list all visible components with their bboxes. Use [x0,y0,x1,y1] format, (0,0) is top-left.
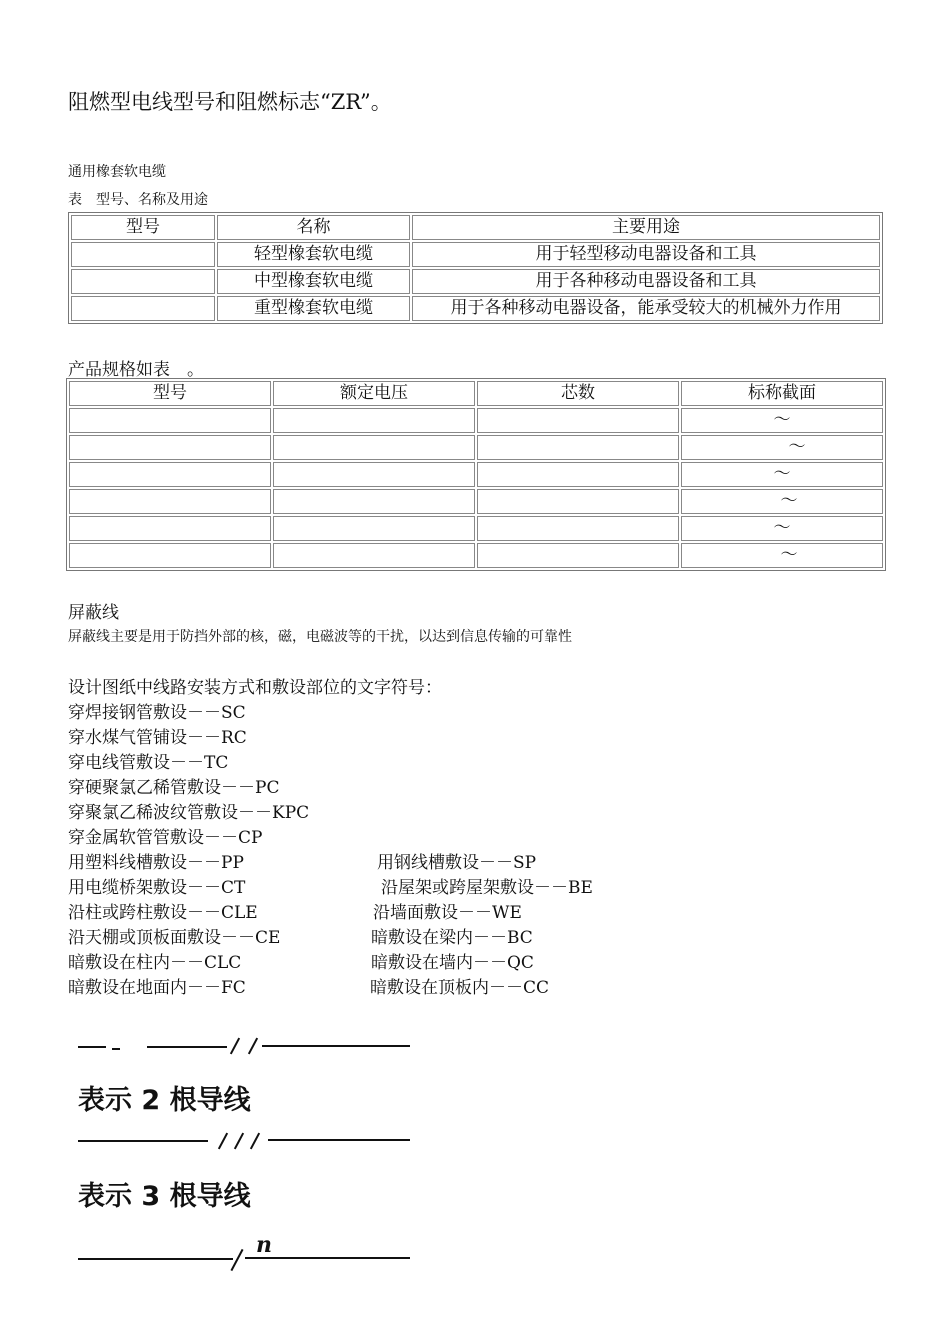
table-header-row [71,215,880,240]
symbol-line-right: 沿墙面敷设－－WE [373,903,522,923]
symbols-intro: 设计图纸中线路安装方式和敷设部位的文字符号： [68,678,442,698]
table-row [69,462,883,487]
section-heading-rubber-cable: 通用橡套软电缆 [68,164,166,180]
models-table [68,212,883,324]
table-cell: 用于轻型移动电器设备和工具 [412,242,880,267]
table-cell [273,435,475,460]
table-cell [681,435,883,460]
symbol-line-right: 暗敷设在梁内－－BC [371,928,533,948]
symbol-line-left: 暗敷设在柱内－－CLC [68,953,242,973]
header-cell: 名称 [217,215,410,240]
table-cell [681,543,883,568]
table-cell [69,543,271,568]
symbol-line-left: 暗敷设在地面内－－FC [68,978,246,998]
table-cell [69,435,271,460]
three-wire-label: 表示 3 根导线 [78,1181,251,1212]
table-cell [71,269,215,294]
table-header-row [69,381,883,406]
table-cell [273,543,475,568]
tilde-mark: ～ [773,410,791,430]
table-cell [273,516,475,541]
header-cell: 型号 [69,381,271,406]
table-cell [71,242,215,267]
table-cell: 用于各种移动电器设备和工具 [412,269,880,294]
tilde-mark: ～ [788,437,806,457]
table-row [69,516,883,541]
table-row [69,408,883,433]
page-title: 阻燃型电线型号和阻燃标志“ZR”。 [68,90,392,114]
table-cell [477,435,679,460]
two-wire-label: 表示 2 根导线 [78,1085,251,1116]
header-cell: 型号 [71,215,215,240]
table-row [71,269,880,294]
table-cell [681,408,883,433]
symbol-line-left: 沿柱或跨柱敷设－－CLE [68,903,258,923]
symbol-line-right: 暗敷设在墙内－－QC [371,953,534,973]
symbol-line: 穿电线管敷设－－TC [68,753,229,773]
symbol-line-right: 用钢线槽敷设－－SP [377,853,537,873]
tilde-mark: ～ [773,464,791,484]
table-caption-specs: 产品规格如表 。 [68,360,204,380]
symbol-line-left: 用电缆桥架敷设－－CT [68,878,246,898]
table-caption-models: 表 型号、名称及用途 [68,192,208,208]
symbol-line-left: 用塑料线槽敷设－－PP [68,853,244,873]
table-cell [273,408,475,433]
table-cell [69,516,271,541]
header-cell: 芯数 [477,381,679,406]
specs-table [66,378,886,571]
table-cell [477,489,679,514]
table-row [71,242,880,267]
table-cell [477,516,679,541]
tilde-mark: ～ [780,491,798,511]
table-cell [273,462,475,487]
symbol-line-left: 沿天棚或顶板面敷设－－CE [68,928,281,948]
section-heading-shielded-wire: 屏蔽线 [68,603,119,623]
symbol-line: 穿硬聚氯乙稀管敷设－－PC [68,778,280,798]
table-cell [477,408,679,433]
table-cell [69,462,271,487]
table-cell [71,296,215,321]
table-row [69,489,883,514]
table-cell [681,516,883,541]
header-cell: 主要用途 [412,215,880,240]
table-cell: 用于各种移动电器设备，能承受较大的机械外力作用 [412,296,880,321]
symbol-line: 穿聚氯乙稀波纹管敷设－－KPC [68,803,310,823]
table-cell [681,462,883,487]
table-cell: 重型橡套软电缆 [217,296,410,321]
table-row [71,296,880,321]
tilde-mark: ～ [780,545,798,565]
tilde-mark: ～ [773,518,791,538]
n-wire-mark: n [256,1232,272,1258]
symbol-line-right: 沿屋架或跨屋架敷设－－BE [381,878,593,898]
table-cell [477,462,679,487]
header-cell: 额定电压 [273,381,475,406]
table-cell: 轻型橡套软电缆 [217,242,410,267]
symbol-line: 穿焊接钢管敷设－－SC [68,703,246,723]
symbol-line: 穿水煤气管铺设－－RC [68,728,247,748]
symbol-line-right: 暗敷设在顶板内－－CC [370,978,550,998]
table-cell: 中型橡套软电缆 [217,269,410,294]
table-cell [69,408,271,433]
table-row [69,543,883,568]
shielded-wire-description: 屏蔽线主要是用于防挡外部的核，磁，电磁波等的干扰，以达到信息传输的可靠性 [68,629,572,645]
table-cell [477,543,679,568]
table-cell [273,489,475,514]
header-cell: 标称截面 [681,381,883,406]
table-cell [681,489,883,514]
table-row [69,435,883,460]
symbol-line: 穿金属软管管敷设－－CP [68,828,263,848]
table-cell [69,489,271,514]
